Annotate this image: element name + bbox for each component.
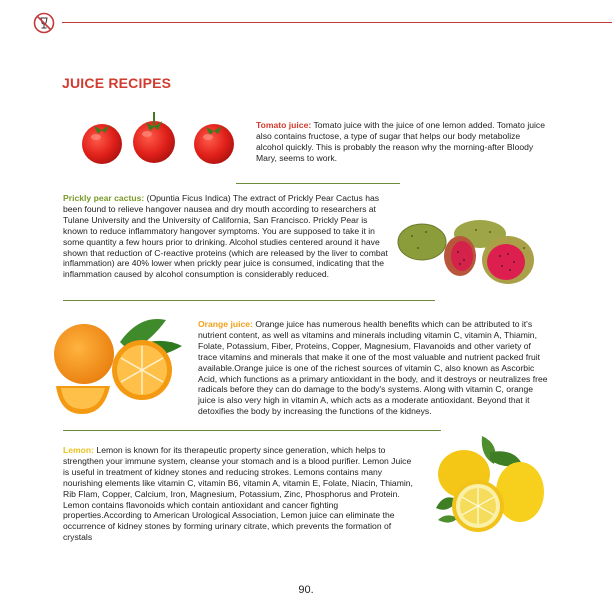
tomato-label: Tomato juice:: [256, 120, 312, 130]
orange-paragraph: [198, 319, 548, 417]
oranges-image: [48, 312, 188, 416]
lemon-label: Lemon:: [63, 445, 95, 455]
prickly-paragraph: [63, 193, 391, 280]
divider-3: [63, 430, 441, 431]
divider-2: [63, 300, 435, 301]
no-alcohol-icon: [33, 12, 55, 34]
prickly-label: Prickly pear cactus:: [63, 193, 145, 203]
tomato-paragraph: [256, 120, 546, 164]
orange-text: Orange juice has numerous health benefits which can be attributed to it's nutrient content, as well as vitamins and minerals including vitamin C, vitamin A, Thiamin, Folate, Potassium, Fiber, Proteins, Copper, Magnesium, Flavanoids and other variety of trace vitamins and minerals that make it one of the most valuable and nutrient packed fruit available.Orange juice is one of the richest sources of vitamin C, also known as Ascorbic Acid, which functions as a primary antioxidant in the body, and it destroys or neutralizes free radicals before they can do damage to the body's systems. Along with vitamin C, orange juice is also very high in vitamin A, which acts as a moderate antioxidant. Beyond that it detoxifies the body by increasing the functions of the kidneys.: [198, 319, 548, 417]
lemons-image: [430, 434, 546, 534]
orange-label: Orange juice:: [198, 319, 253, 329]
header-rule: [62, 22, 612, 23]
page-number: 90.: [298, 584, 314, 596]
tomatoes-image: [74, 106, 242, 166]
divider-1: [236, 183, 400, 184]
section-title: JUICE RECIPES: [62, 75, 172, 91]
prickly-pear-image: [396, 212, 540, 288]
prickly-text: (Opuntia Ficus Indica) The extract of Prickly Pear Cactus has been found to relieve hangover nausea and dry mouth according to researchers at Tulane University and the University of California, San Francisco. Prickly Pear is known to reduce inflammatory hangover symptoms. You are supposed to take it in some quantity a few hours prior to drinking. Alcohol studies centered around it have shown that reduction of C-reactive proteins (which are released by the liver to combat inflammation) are 40% lower when prickly pear juice is consumed, indicating that the inflammation caused by alcohol consumption is considerably reduced.: [63, 193, 388, 280]
lemon-paragraph: [63, 445, 417, 543]
tomato-text: Tomato juice with the juice of one lemon added. Tomato juice also contains fructose, a type of sugar that helps our body metabolize alcohol quickly. This is probably the reason why the morning-after Bloody Mary, seems to work.: [256, 120, 545, 163]
lemon-text: Lemon is known for its therapeutic property since generation, which helps to strengthen your immune system, cleanse your stomach and is a blood purifier. Lemon Juice is useful in treatment of kidney stones and reducing strokes. Lemons contains many nourishing elements like vitamin C, vitamin B6, vitamin A, vitamin E, Folate, Niacin, Thiamin, Rib Flam, Copper, Calcium, Iron, Magnesium, Potassium, Zinc, Phosphorus and Protein. Lemon contains flavonoids which contain antioxidant and cancer fighting properties.According to American Urological Association, Lemon juice can eliminate the occurrence of kidney stones by forming urinary citrate, which prevents the formation of crystals: [63, 445, 413, 543]
